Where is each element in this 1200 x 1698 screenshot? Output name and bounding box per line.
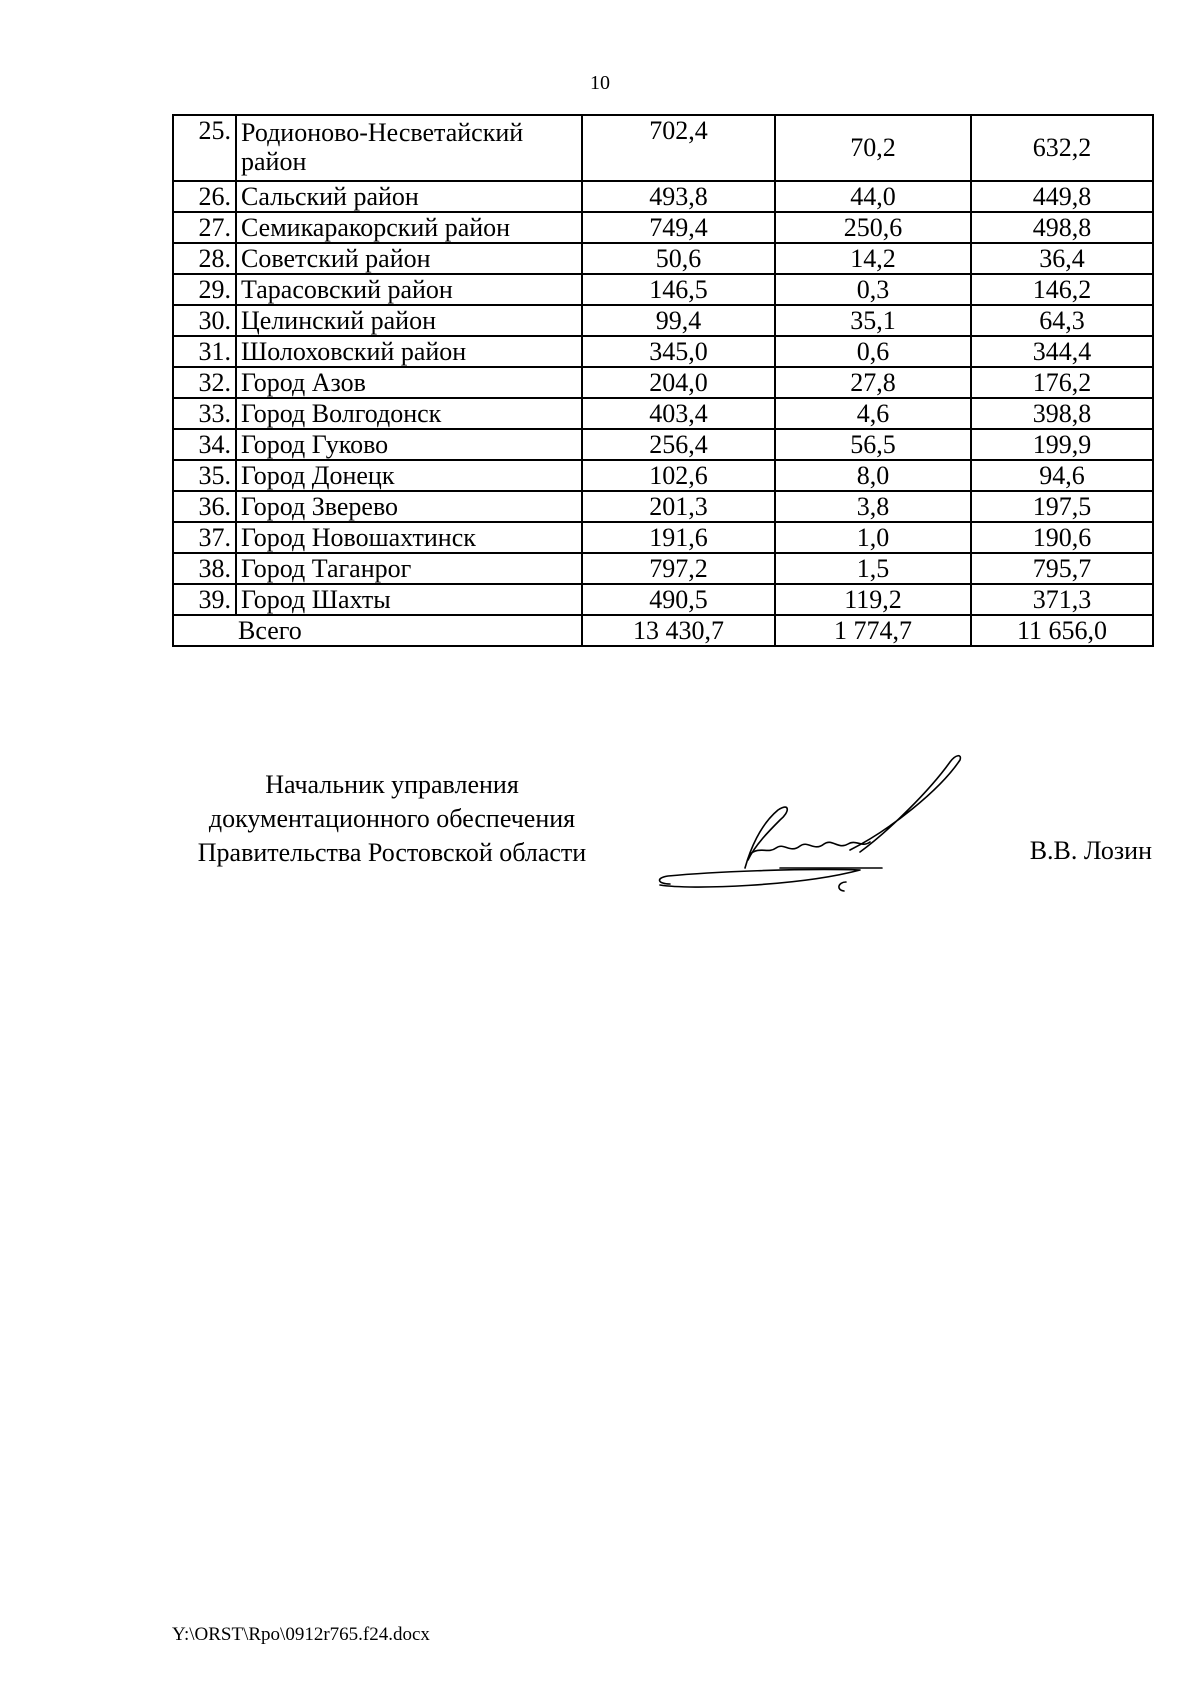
- row-number: 37.: [173, 522, 236, 553]
- row-number: 38.: [173, 553, 236, 584]
- value-column-2: 3,8: [775, 491, 971, 522]
- municipality-name: Город Донецк: [236, 460, 582, 491]
- row-number: 39.: [173, 584, 236, 615]
- value-total: 99,4: [582, 305, 775, 336]
- municipality-name: Город Новошахтинск: [236, 522, 582, 553]
- value-total: 797,2: [582, 553, 775, 584]
- row-number: 34.: [173, 429, 236, 460]
- value-column-3: 795,7: [971, 553, 1153, 584]
- value-column-2: 35,1: [775, 305, 971, 336]
- row-number: 33.: [173, 398, 236, 429]
- value-total: 204,0: [582, 367, 775, 398]
- value-column-3: 449,8: [971, 181, 1153, 212]
- row-number: 36.: [173, 491, 236, 522]
- table-row: [173, 398, 1153, 429]
- budget-table: [172, 114, 1154, 647]
- row-number: 30.: [173, 305, 236, 336]
- value-column-2: 70,2: [775, 115, 971, 181]
- table-row: [173, 491, 1153, 522]
- value-total: 702,4: [582, 115, 775, 181]
- table-row: [173, 429, 1153, 460]
- table-row: [173, 460, 1153, 491]
- value-column-3: 199,9: [971, 429, 1153, 460]
- signatory-title-line-3: Правительства Ростовской области: [197, 838, 587, 867]
- value-column-2: 1,0: [775, 522, 971, 553]
- value-column-3: 498,8: [971, 212, 1153, 243]
- table-row: [173, 305, 1153, 336]
- value-column-3: 64,3: [971, 305, 1153, 336]
- value-column-2: 0,6: [775, 336, 971, 367]
- value-total: 102,6: [582, 460, 775, 491]
- value-column-2: 44,0: [775, 181, 971, 212]
- row-number: 27.: [173, 212, 236, 243]
- total-value-1: 13 430,7: [582, 615, 775, 646]
- value-column-2: 56,5: [775, 429, 971, 460]
- table-row: [173, 336, 1153, 367]
- municipality-name: Тарасовский район: [236, 274, 582, 305]
- value-column-3: 632,2: [971, 115, 1153, 181]
- municipality-name: Город Шахты: [236, 584, 582, 615]
- table-row: [173, 367, 1153, 398]
- municipality-name: Родионово-Несветайский район: [236, 115, 582, 181]
- value-column-3: 190,6: [971, 522, 1153, 553]
- total-row: [173, 615, 1153, 646]
- document-file-path: Y:\ORST\Rpo\0912r765.f24.docx: [172, 1624, 430, 1645]
- row-number: 35.: [173, 460, 236, 491]
- municipality-name: Советский район: [236, 243, 582, 274]
- municipality-name: Город Азов: [236, 367, 582, 398]
- municipality-name: Город Волгодонск: [236, 398, 582, 429]
- row-number: 25.: [173, 115, 236, 181]
- value-column-2: 4,6: [775, 398, 971, 429]
- table-row: [173, 553, 1153, 584]
- value-column-3: 94,6: [971, 460, 1153, 491]
- row-number: 26.: [173, 181, 236, 212]
- value-column-3: 146,2: [971, 274, 1153, 305]
- row-number: 29.: [173, 274, 236, 305]
- municipality-name: Целинский район: [236, 305, 582, 336]
- value-column-2: 119,2: [775, 584, 971, 615]
- value-total: 146,5: [582, 274, 775, 305]
- handwritten-signature: [650, 750, 990, 900]
- table-row: [173, 243, 1153, 274]
- signer-name: В.В. Лозин: [1029, 836, 1152, 865]
- value-column-3: 371,3: [971, 584, 1153, 615]
- total-value-3: 11 656,0: [971, 615, 1153, 646]
- value-total: 490,5: [582, 584, 775, 615]
- value-total: 256,4: [582, 429, 775, 460]
- municipality-name: Город Гуково: [236, 429, 582, 460]
- row-number: 28.: [173, 243, 236, 274]
- table-row: [173, 274, 1153, 305]
- value-column-2: 1,5: [775, 553, 971, 584]
- municipality-name: Шолоховский район: [236, 336, 582, 367]
- value-column-3: 176,2: [971, 367, 1153, 398]
- value-column-3: 398,8: [971, 398, 1153, 429]
- value-total: 493,8: [582, 181, 775, 212]
- signatory-title-line-2: документационного обеспечения: [208, 804, 576, 833]
- value-column-2: 250,6: [775, 212, 971, 243]
- row-number: 32.: [173, 367, 236, 398]
- municipality-name: Семикаракорский район: [236, 212, 582, 243]
- table-row: [173, 522, 1153, 553]
- total-value-2: 1 774,7: [775, 615, 971, 646]
- table-row: [173, 115, 1153, 181]
- value-column-2: 0,3: [775, 274, 971, 305]
- value-total: 345,0: [582, 336, 775, 367]
- table-row: [173, 584, 1153, 615]
- value-column-2: 27,8: [775, 367, 971, 398]
- table-body: [173, 115, 1153, 646]
- row-number: 31.: [173, 336, 236, 367]
- signatory-title-line-1: Начальник управления: [265, 770, 519, 799]
- value-column-3: 36,4: [971, 243, 1153, 274]
- value-total: 191,6: [582, 522, 775, 553]
- value-total: 50,6: [582, 243, 775, 274]
- value-column-2: 8,0: [775, 460, 971, 491]
- value-column-3: 344,4: [971, 336, 1153, 367]
- table-row: [173, 181, 1153, 212]
- page-number: 10: [590, 72, 610, 94]
- signatory-title: [172, 768, 612, 870]
- value-column-2: 14,2: [775, 243, 971, 274]
- municipality-name: Город Таганрог: [236, 553, 582, 584]
- municipality-name: Город Зверево: [236, 491, 582, 522]
- value-total: 749,4: [582, 212, 775, 243]
- value-total: 403,4: [582, 398, 775, 429]
- municipality-name: Сальский район: [236, 181, 582, 212]
- total-label: Всего: [173, 615, 582, 646]
- table-row: [173, 212, 1153, 243]
- value-total: 201,3: [582, 491, 775, 522]
- value-column-3: 197,5: [971, 491, 1153, 522]
